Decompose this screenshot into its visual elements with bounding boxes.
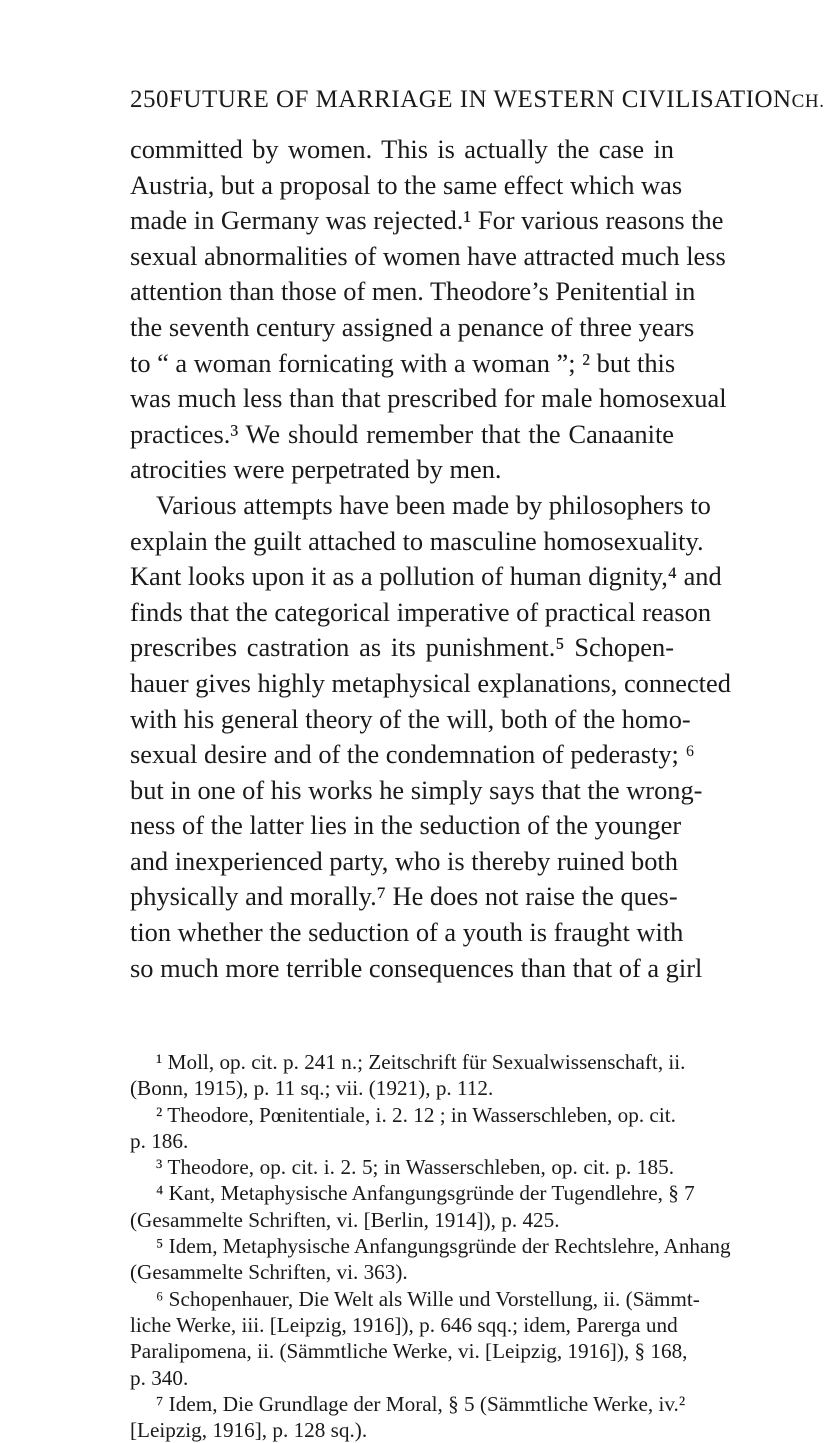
- body-line: Kant looks upon it as a pollution of human dignity,⁴ and: [130, 561, 722, 592]
- footnote-line: p. 340.: [130, 1365, 189, 1390]
- footnote-line: liche Werke, iii. [Leipzig, 1916]), p. 646 sqq.; idem, Parerga und: [130, 1312, 678, 1337]
- footnote-line: ² Theodore, Pœnitentiale, i. 2. 12 ; in Wasserschleben, op. cit.: [156, 1102, 676, 1127]
- running-header: [130, 86, 825, 122]
- footnote-line: (Bonn, 1915), p. 11 sq.; vii. (1921), p. 112.: [130, 1076, 494, 1101]
- body-line: practices.³ We should remember that the Canaanite: [130, 418, 674, 449]
- body-line: physically and morally.⁷ He does not raise the ques-: [130, 881, 678, 912]
- footnote-line: Paralipomena, ii. (Sämmtliche Werke, vi. [Leipzig, 1916]), § 168,: [130, 1339, 688, 1364]
- footnote-line: (Gesammelte Schriften, vi. [Berlin, 1914]), p. 425.: [130, 1207, 560, 1232]
- body-line: sexual desire and of the condemnation of pederasty; ⁶: [130, 739, 695, 770]
- footnote-line: ¹ Moll, op. cit. p. 241 n.; Zeitschrift für Sexualwissenschaft, ii.: [156, 1050, 686, 1074]
- body-line: prescribes castration as its punishment.⁵ Schopen-: [130, 632, 674, 663]
- body-line: and inexperienced party, who is thereby ruined both: [130, 845, 678, 876]
- body-line: Austria, but a proposal to the same effect which was: [130, 169, 683, 200]
- body-line: atrocities were perpetrated by men.: [130, 454, 502, 485]
- body-line: finds that the categorical imperative of practical reason: [130, 596, 712, 627]
- footnote-line: (Gesammelte Schriften, vi. 363).: [130, 1260, 408, 1285]
- footnote-line: ⁶ Schopenhauer, Die Welt als Wille und Vorstellung, ii. (Sämmt-: [156, 1286, 700, 1311]
- body-line: with his general theory of the will, both of the homo-: [130, 703, 691, 734]
- running-title: FUTURE OF MARRIAGE IN WESTERN CIVILISATION: [169, 86, 792, 113]
- footnote-line: ⁷ Idem, Die Grundlage der Moral, § 5 (Sämmtliche Werke, iv.²: [156, 1391, 686, 1416]
- body-line: to “ a woman fornicating with a woman ”; ² but this: [130, 347, 676, 378]
- body-text: [130, 132, 731, 986]
- footnote-line: p. 186.: [130, 1128, 189, 1153]
- footnote-line: ⁵ Idem, Metaphysische Anfangungsgründe der Rechtslehre, Anhang: [156, 1234, 731, 1259]
- body-line: hauer gives highly metaphysical explanations, connected: [130, 667, 731, 698]
- body-line: made in Germany was rejected.¹ For various reasons the: [130, 205, 724, 236]
- body-line: attention than those of men. Theodore’s Penitential in: [130, 276, 696, 307]
- page-number: 250: [130, 86, 169, 113]
- body-line: sexual abnormalities of women have attracted much less: [130, 240, 726, 271]
- body-line: tion whether the seduction of a youth is fraught with: [130, 917, 684, 948]
- body-line: was much less than that prescribed for male homosexual: [130, 383, 727, 414]
- body-line: Various attempts have been made by philosophers to: [156, 489, 711, 520]
- body-line: so much more terrible consequences than that of a girl: [130, 952, 703, 983]
- footnote-line: ³ Theodore, op. cit. i. 2. 5; in Wasserschleben, op. cit. p. 185.: [156, 1155, 674, 1180]
- body-line: committed by women. This is actually the case in: [130, 134, 674, 164]
- body-line: but in one of his works he simply says that the wrong-: [130, 774, 703, 805]
- body-line: explain the guilt attached to masculine homosexuality.: [130, 525, 704, 556]
- footnotes: [130, 1049, 731, 1443]
- body-line: ness of the latter lies in the seduction of the younger: [130, 810, 682, 841]
- footnote-line: [Leipzig, 1916], p. 128 sq.).: [130, 1418, 368, 1443]
- footnote-line: ⁴ Kant, Metaphysische Anfangungsgründe der Tugendlehre, § 7: [156, 1181, 695, 1206]
- body-line: the seventh century assigned a penance of three years: [130, 311, 695, 342]
- chapter-abbrev: CH.: [791, 91, 825, 112]
